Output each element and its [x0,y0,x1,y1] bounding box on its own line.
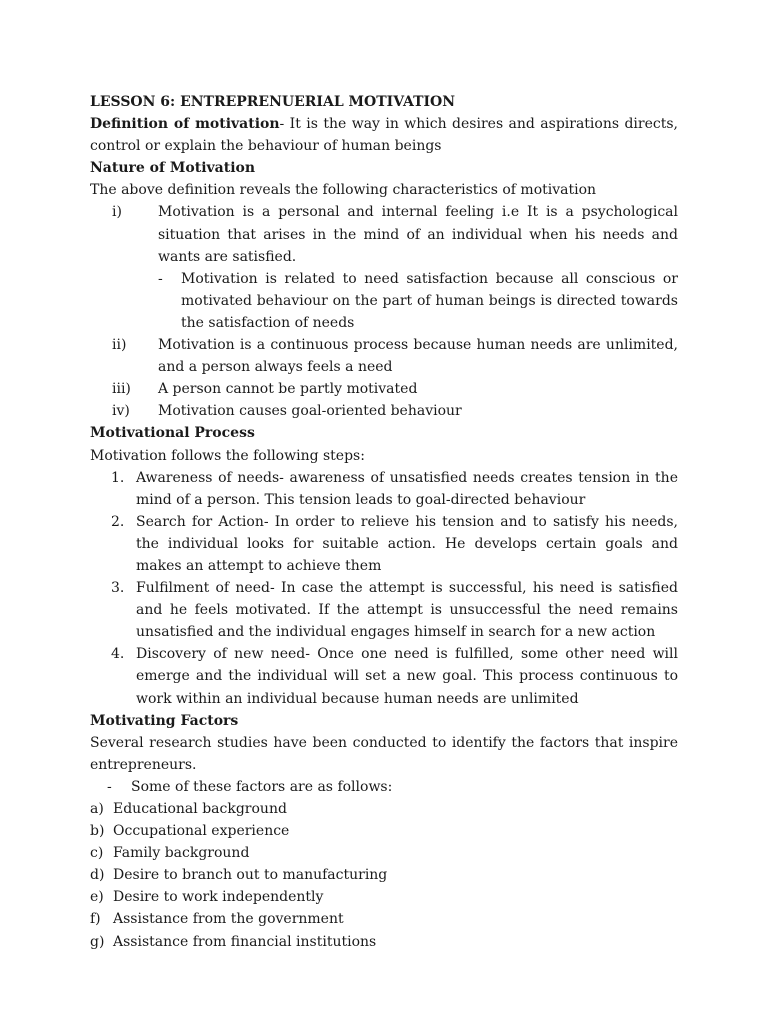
factor-item-marker: a) [90,801,104,817]
factor-item [90,886,678,908]
factor-item-marker: d) [90,867,105,884]
nature-item [90,400,678,422]
factors-dash-text: Some of these factors are as follows: [131,778,393,795]
factors-heading: Motivating Factors [90,712,239,729]
process-step-marker: 3. [111,580,125,597]
definition-term: Definition of motivation [90,116,280,133]
process-step [90,577,678,643]
definition-text: - It is the way in which desires and aspirations directs, control or explain the behaviour of human beings [90,116,678,155]
factor-item-marker: f) [90,911,101,928]
process-step-marker: 4. [111,646,125,663]
nature-item-text: A person cannot be partly motivated [158,381,418,398]
factor-item [90,864,678,886]
factor-item-text: Desire to branch out to manufacturing [113,867,388,884]
nature-sub-item-text: Motivation is related to need satisfaction because all conscious or motivated behaviour on the part of human beings is directed towards the satisfaction of needs [181,270,678,331]
nature-item [90,378,678,400]
factor-item-marker: c) [90,845,104,862]
factor-item-text: Assistance from financial institutions [113,933,377,950]
nature-item-text: Motivation is a continuous process because human needs are unlimited, and a person always feels a need [158,337,678,376]
nature-item-text: Motivation is a personal and internal feeling i.e It is a psychological situation that arises in the mind of an individual when his needs and wants are satisfied. [158,204,678,265]
nature-intro: The above definition reveals the following characteristics of motivation [90,182,597,199]
factors-dash-marker: - [107,778,112,795]
factor-item [90,820,678,842]
process-heading: Motivational Process [90,425,255,442]
nature-item [90,201,678,267]
definition-paragraph [90,113,678,157]
nature-item [90,334,678,378]
process-step-text: Discovery of new need- Once one need is fulfilled, some other need will emerge and the individual will set a new goal. This process continuous to work within an individual because human needs are unlimited [136,646,678,707]
factor-item-marker: e) [90,889,104,906]
process-step-text: Awareness of needs- awareness of unsatisfied needs creates tension in the mind of a person. This tension leads to goal-directed behaviour [136,469,678,508]
factor-item-marker: b) [90,823,105,840]
factor-item-text: Assistance from the government [113,911,344,928]
nature-item-text: Motivation causes goal-oriented behaviour [158,403,462,420]
process-step-text: Search for Action- In order to relieve his tension and to satisfy his needs, the individual looks for suitable action. He develops certain goals and makes an attempt to achieve them [136,513,678,574]
document-page [90,91,678,953]
factor-item-text: Family background [113,845,250,862]
nature-item-marker: iii) [112,381,131,398]
nature-item-marker: iv) [112,403,130,420]
nature-sub-item-marker: - [158,270,163,287]
factor-item [90,931,678,953]
factor-item-marker: g) [90,933,105,950]
nature-item-marker: ii) [112,337,127,354]
factor-item [90,908,678,930]
factor-item-text: Educational background [113,801,287,817]
factors-intro: Several research studies have been conducted to identify the factors that inspire entrepreneurs. [90,734,678,773]
nature-item-marker: i) [112,204,122,221]
process-step [90,643,678,709]
process-step-marker: 2. [111,513,125,530]
factor-item [90,842,678,864]
process-step-marker: 1. [111,469,125,486]
process-step [90,511,678,577]
factors-dash-item [90,776,678,798]
nature-heading: Nature of Motivation [90,160,256,177]
process-intro: Motivation follows the following steps: [90,447,365,464]
factor-item-text: Occupational experience [113,823,290,840]
lesson-title: LESSON 6: ENTREPRENUERIAL MOTIVATION [90,94,456,110]
factor-item-text: Desire to work independently [113,889,324,906]
nature-sub-item [90,268,678,334]
process-step-text: Fulfilment of need- In case the attempt is successful, his need is satisfied and he feels motivated. If the attempt is unsuccessful the need remains unsatisfied and the individual engages himself in search for a new action [136,580,678,641]
factor-item [90,798,678,820]
process-step [90,467,678,511]
